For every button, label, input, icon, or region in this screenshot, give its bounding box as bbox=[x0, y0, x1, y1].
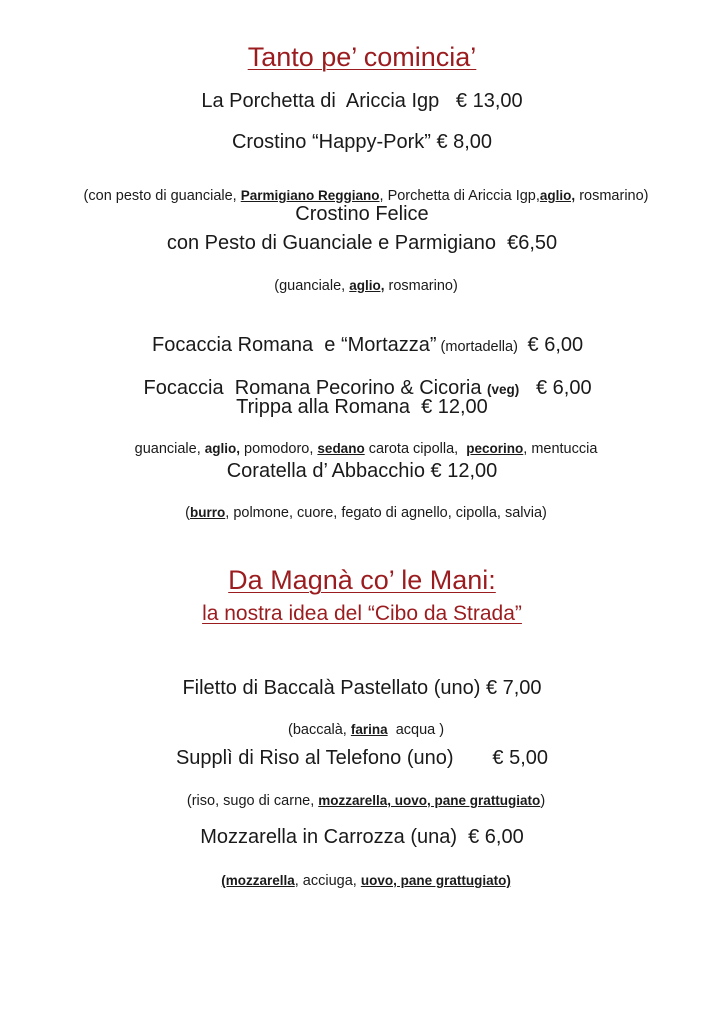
ingredient-allergen: Parmigiano Reggiano bbox=[240, 188, 380, 203]
ingredient-text: ( bbox=[185, 505, 191, 521]
ingredient-allergen: sedano bbox=[317, 441, 365, 456]
ingredient-text: rosmarino) bbox=[575, 188, 649, 204]
item-baccala: Filetto di Baccalà Pastellato (uno) € 7,00 bbox=[182, 677, 542, 699]
item-price: € 6,00 bbox=[521, 334, 584, 356]
ingredients-coratella bbox=[0, 489, 724, 521]
item-coratella: Coratella d’ Abbacchio € 12,00 bbox=[226, 460, 498, 482]
ingredient-text: guanciale, bbox=[134, 441, 205, 457]
ingredient-allergen: burro bbox=[190, 505, 226, 520]
item-focaccia-pecorino bbox=[0, 354, 724, 400]
ingredient-allergen: pecorino bbox=[466, 441, 524, 456]
item-porchetta: La Porchetta di Ariccia Igp € 13,00 bbox=[201, 90, 523, 112]
item-suppli: Supplì di Riso al Telefono (uno) € 5,00 bbox=[175, 747, 549, 769]
ingredient-text: carota cipolla, bbox=[364, 441, 467, 457]
ingredient-text: (con pesto di guanciale, bbox=[83, 188, 241, 204]
ingredient-text: , Porchetta di Ariccia Igp, bbox=[379, 188, 540, 204]
ingredient-text: (guanciale, bbox=[274, 278, 350, 294]
ingredient-text: rosmarino) bbox=[384, 278, 458, 294]
ingredient-allergen: (mozzarella bbox=[221, 873, 295, 888]
ingredients-crostino-happy-pork bbox=[0, 172, 724, 204]
item-trippa: Trippa alla Romana € 12,00 bbox=[236, 396, 488, 418]
ingredients-mozzarella-carrozza bbox=[0, 857, 724, 889]
ingredient-text: , acciuga, bbox=[294, 873, 361, 889]
ingredient-text: ) bbox=[540, 793, 546, 809]
veg-tag: (veg) bbox=[487, 382, 520, 397]
item-mozzarella-carrozza: Mozzarella in Carrozza (una) € 6,00 bbox=[200, 826, 524, 848]
item-focaccia-mortazza bbox=[0, 311, 724, 357]
ingredient-text: (baccalà, bbox=[288, 722, 351, 738]
item-crostino-felice-desc: con Pesto di Guanciale e Parmigiano €6,50 bbox=[166, 232, 558, 254]
section-subtitle-cibo-da-strada: la nostra idea del “Cibo da Strada” bbox=[202, 602, 522, 625]
ingredient-text: pomodoro, bbox=[240, 441, 318, 457]
item-note: (mortadella) bbox=[436, 339, 522, 355]
item-price: € 6,00 bbox=[519, 377, 592, 399]
ingredient-allergen: aglio, bbox=[539, 188, 576, 203]
ingredient-allergen: aglio, bbox=[349, 278, 385, 293]
ingredient-text: acqua ) bbox=[387, 722, 445, 738]
ingredient-allergen: uovo, pane grattugiato) bbox=[360, 873, 511, 888]
section-title-da-magna: Da Magnà co’ le Mani: bbox=[228, 565, 496, 595]
ingredient-allergen: farina bbox=[350, 722, 388, 737]
ingredient-text: , mentuccia bbox=[523, 441, 598, 457]
ingredient-allergen: mozzarella, uovo, pane grattugiato bbox=[318, 793, 541, 808]
ingredient-text: , polmone, cuore, fegato di agnello, cipolla, salvia) bbox=[225, 505, 547, 521]
ingredient-text: (riso, sugo di carne, bbox=[186, 793, 319, 809]
ingredient-allergen: aglio, bbox=[204, 441, 241, 456]
ingredients-trippa bbox=[0, 425, 724, 457]
section-title-tanto: Tanto pe’ comincia’ bbox=[247, 42, 477, 72]
item-crostino-felice-name: Crostino Felice bbox=[295, 203, 429, 225]
item-name: Focaccia Romana e “Mortazza” bbox=[151, 334, 437, 356]
ingredients-baccala bbox=[0, 706, 724, 738]
item-crostino-happy-pork: Crostino “Happy-Pork” € 8,00 bbox=[231, 131, 493, 153]
ingredients-crostino-felice bbox=[0, 262, 724, 294]
item-name: Focaccia Romana Pecorino & Cicoria bbox=[143, 377, 488, 399]
ingredients-suppli bbox=[0, 777, 724, 809]
